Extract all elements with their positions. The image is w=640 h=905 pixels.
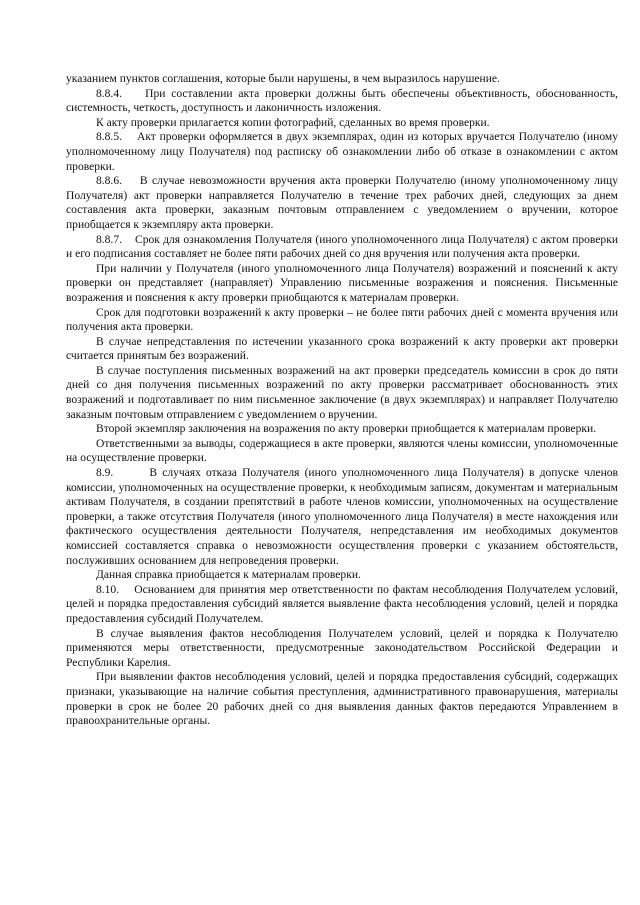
paragraph-8-8-7: 8.8.7. Срок для ознакомления Получателя (иного уполномоченного лица Получателя) с актом проверки и его подписания составляет не более пяти рабочих дней со дня вручения или получения акта проверки.: [66, 233, 618, 261]
paragraph-written-objections: В случае поступления письменных возражений на акт проверки председатель комиссии в срок до пяти дней со дня получения письменных возражений по акту проверки рассматривает обоснованность этих возражений и подготавливает по ним письменное заключение (в двух экземплярах) и направляет Получателю заказным почтовым отправлением с уведомлением о вручении.: [66, 364, 618, 421]
paragraph-continuation: указанием пунктов соглашения, которые были нарушены, в чем выразилось нарушение.: [66, 73, 500, 85]
paragraph-no-objections: В случае непредставления по истечении указанного срока возражений к акту проверки акт проверки считается принятым без возражений.: [66, 335, 618, 363]
paragraph-8-8-4: 8.8.4. При составлении акта проверки должны быть обеспечены объективность, обоснованность, системность, четкость, доступность и лаконичность изложения.: [66, 87, 618, 115]
paragraph-objection-deadline: Срок для подготовки возражений к акту проверки – не более пяти рабочих дней с момента вручения или получения акта проверки.: [66, 306, 618, 334]
paragraph-8-8-6: 8.8.6. В случае невозможности вручения акта проверки Получателю (иному уполномоченному лицу Получателя) акт проверки направляется Получателю в течение трех рабочих дней, следующих за днем составления акта проверки, заказным почтовым отправлением с уведомлением о вручении, которое приобщается к экземпляру акта проверки.: [66, 175, 618, 231]
paragraph-objections: При наличии у Получателя (иного уполномоченного лица Получателя) возражений и пояснений к акту проверки он представляет (направляет) Управлению письменные возражения и пояснения. Письменные возражения и пояснения к акту проверки приобщаются к материалам проверки.: [66, 262, 618, 304]
paragraph-responsible: Ответственными за выводы, содержащиеся в акте проверки, являются члены комиссии, уполномоченные на осуществление проверки.: [66, 437, 618, 465]
paragraph-8-10: 8.10. Основанием для принятия мер ответственности по фактам несоблюдения Получателем условий, целей и порядка предоставления субсидий является выявление факта несоблюдения условий, целей и порядка предоставления субсидий Получателем.: [66, 583, 618, 625]
paragraph-law-enforcement: При выявлении фактов несоблюдения условий, целей и порядка предоставления субсидий, содержащих признаки, указывающие на наличие события преступления, административного правонарушения, материалы проверки в срок не более 20 рабочих дней со дня выявления данных фактов передаются Управлением в правоохранительные органы.: [66, 671, 618, 728]
paragraph-second-copy: Второй экземпляр заключения на возражения по акту проверки приобщается к материалам проверки.: [96, 423, 597, 436]
paragraph-photos: К акту проверки прилагается копии фотографий, сделанных во время проверки.: [96, 116, 490, 129]
paragraph-certificate: Данная справка приобщается к материалам проверки.: [96, 569, 361, 582]
paragraph-measures: В случае выявления фактов несоблюдения Получателем условий, целей и порядка к Получателю применяются меры ответственности, предусмотренные законодательством Российской Федерации и Республики Карелия.: [66, 627, 618, 669]
document-page: [66, 72, 618, 729]
paragraph-8-8-5: 8.8.5. Акт проверки оформляется в двух экземплярах, один из которых вручается Получателю (иному уполномоченному лицу Получателя) под расписку об ознакомлении либо об отказе в ознакомлении с актом проверки.: [66, 131, 618, 173]
paragraph-8-9: 8.9. В случаях отказа Получателя (иного уполномоченного лица Получателя) в допуске членов комиссии, уполномоченных на осуществление проверки, к необходимым записям, документам и материальным активам Получателя, в создании препятствий в работе членов комиссии, уполномоченных на осуществление проверки, а также отсутствия Получателя (иного уполномоченного лица Получателя) в месте нахождения или фактического осуществления деятельности Получателя, непредставления им необходимых документов комиссией составляется справка о невозможности осуществления проверки с указанием обстоятельств, послуживших основанием для непроведения проверки.: [66, 467, 618, 567]
